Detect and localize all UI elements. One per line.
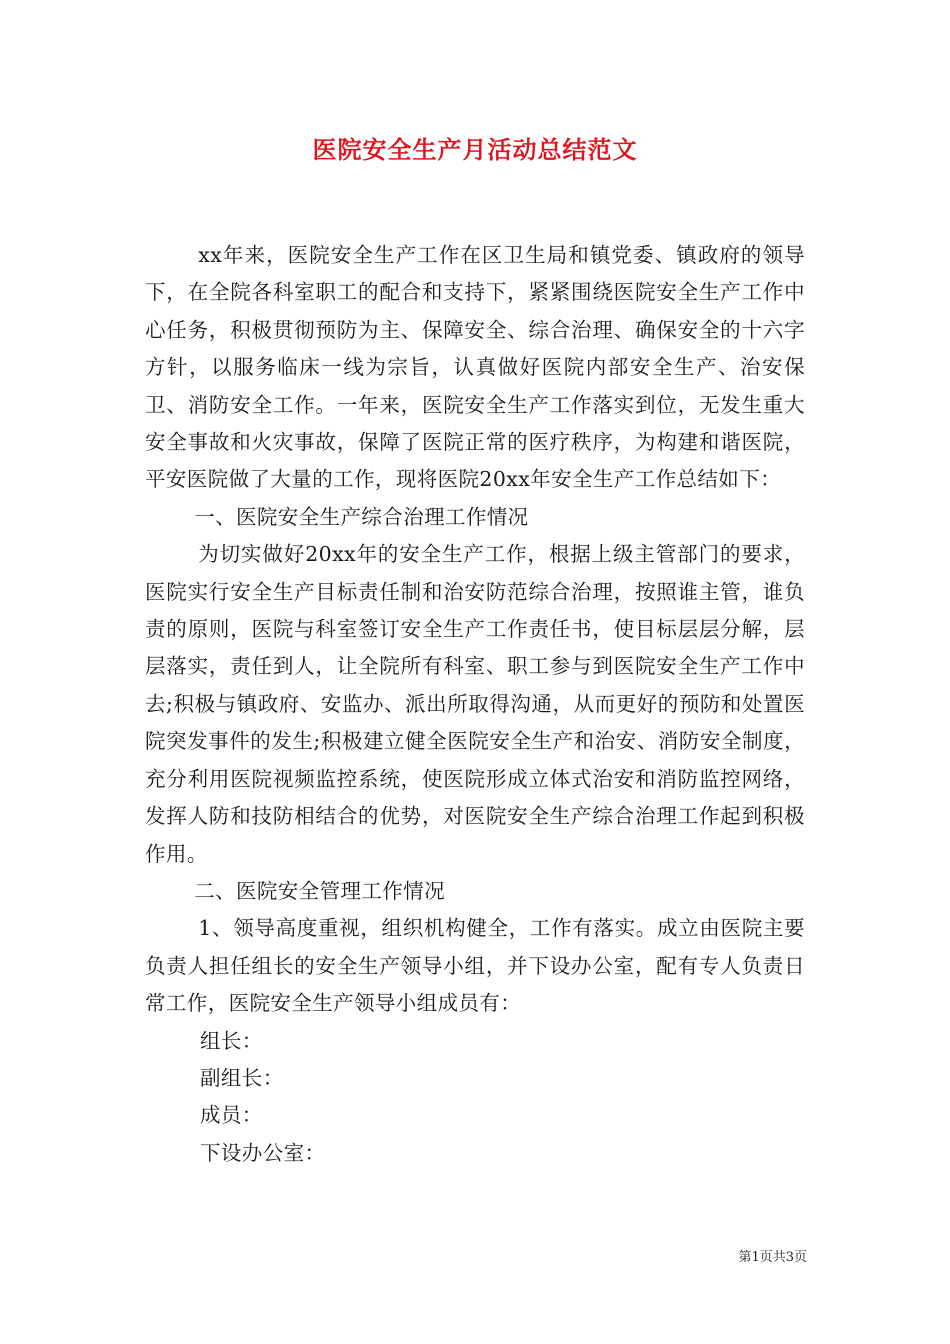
office-line: 下设办公室： <box>200 1140 326 1165</box>
deputy-leader-line: 副组长： <box>200 1065 284 1090</box>
members-line: 成员： <box>200 1103 263 1128</box>
document-body <box>145 237 805 1172</box>
page-footer: 第1页共3页 <box>738 1250 807 1265</box>
leader-line: 组长： <box>200 1028 263 1053</box>
intro-paragraph: xx年来，医院安全生产工作在区卫生局和镇党委、镇政府的领导下，在全院各科室职工的配合和支持下，紧紧围绕医院安全生产工作中心任务，积极贯彻预防为主、保障安全、综合治理、确保安全的十六字方针，以服务临床一线为宗旨，认真做好医院内部安全生产、治安保卫、消防安全工作。一年来，医院安全生产工作落实到位，无发生重大安全事故和火灾事故，保障了医院正常的医疗秩序，为构建和谐医院，平安医院做了大量的工作，现将医院20xx年安全生产工作总结如下： <box>145 243 805 492</box>
section-2-item-1: 1、领导高度重视，组织机构健全，工作有落实。成立由医院主要负责人担任组长的安全生产领导小组，并下设办公室，配有专人负责日常工作，医院安全生产领导小组成员有： <box>145 916 805 1016</box>
section-1-paragraph: 为切实做好20xx年的安全生产工作，根据上级主管部门的要求，医院实行安全生产目标责任制和治安防范综合治理，按照谁主管，谁负责的原则，医院与科室签订安全生产工作责任书，使目标层层分解，层层落实，责任到人，让全院所有科室、职工参与到医院安全生产工作中去;积极与镇政府、安监办、派出所取得沟通，从而更好的预防和处置医院突发事件的发生;积极建立健全医院安全生产和治安、消防安全制度，充分利用医院视频监控系统，使医院形成立体式治安和消防监控网络，发挥人防和技防相结合的优势，对医院安全生产综合治理工作起到积极作用。 <box>145 542 805 866</box>
section-heading-2: 二、医院安全管理工作情况 <box>194 878 445 903</box>
section-heading-1: 一、医院安全生产综合治理工作情况 <box>194 504 529 529</box>
document-title: 医院安全生产月活动总结范文 <box>312 135 638 164</box>
